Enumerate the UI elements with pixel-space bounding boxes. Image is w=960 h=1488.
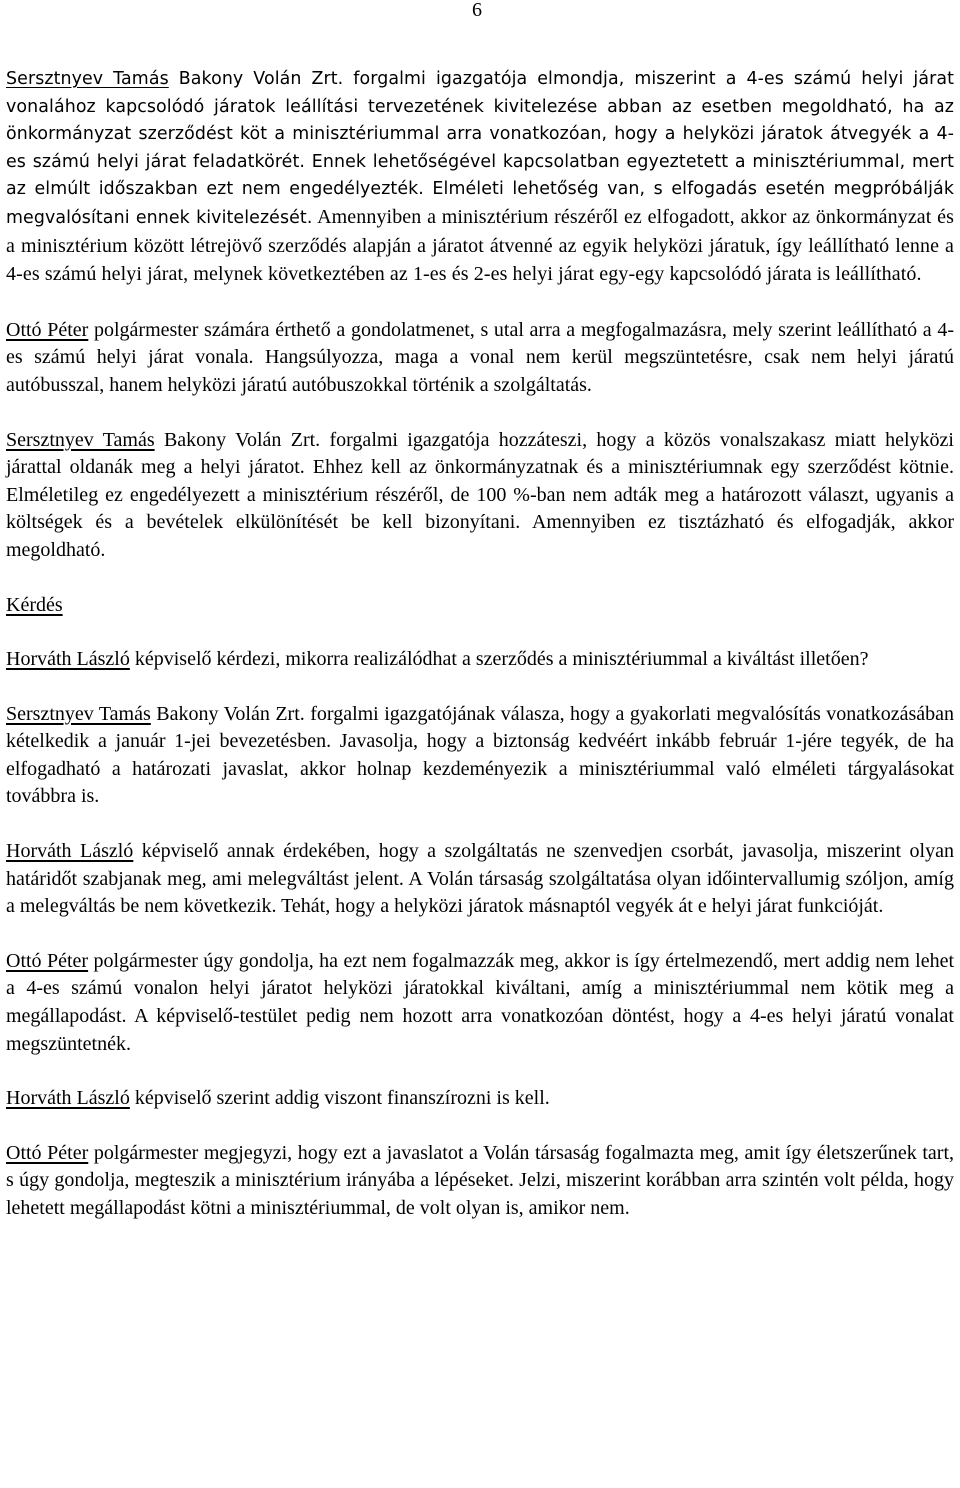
paragraph-6: [6, 838, 954, 921]
paragraph-4: [6, 646, 954, 674]
section-heading: [6, 592, 954, 620]
paragraph-text-continued: Amennyiben a minisztérium részéről ez elfogadott, akkor az önkormányzat és a minisztérium között létrejövő szerződés alapján a járatot átvenné az egyik helyközi járatuk, így leállítható lenne a 4-es számú helyi járat, melynek következtében az 1-es és 2-es helyi járat egy-egy kapcsolódó járata is leállítható.: [6, 205, 954, 286]
paragraph-text: polgármester úgy gondolja, ha ezt nem fogalmazzák meg, akkor is így értelmezendő, mert addig nem lehet a 4-es számú vonalon helyi járatot helyközi járatokkal kiváltani, amíg a minisztériummal nem kötik meg a megállapodást. A képviselő-testület pedig nem hozott arra vonatkozóan döntést, hogy a 4-es helyi járatú vonalat megszüntetnék.: [6, 949, 954, 1055]
speaker-name: Sersztnyev Tamás: [6, 428, 155, 451]
speaker-name: Ottó Péter: [6, 949, 89, 972]
speaker-name: Horváth László: [6, 648, 130, 671]
paragraph-text: képviselő kérdezi, mikorra realizálódhat a szerződés a minisztériummal a kiváltást illetően?: [129, 648, 869, 671]
paragraph-8: [6, 1085, 954, 1113]
speaker-name: Ottó Péter: [6, 1141, 89, 1164]
paragraph-9: [6, 1140, 954, 1223]
paragraph-7: [6, 948, 954, 1058]
paragraph-text: polgármester számára érthető a gondolatmenet, s utal arra a megfogalmazásra, mely szerint leállítható a 4-es számú helyi járat vonala. Hangsúlyozza, maga a vonal nem kerül megszüntetésre, csak nem helyi járatú autóbusszal, hanem helyközi járatú autóbuszokkal történik a szolgáltatás.: [6, 318, 954, 396]
paragraph-text: képviselő annak érdekében, hogy a szolgáltatás ne szenvedjen csorbát, javasolja, miszerint olyan határidőt szabjanak meg, ami melegváltást jelent. A Volán társaság szolgáltatása olyan időintervallumig szóljon, amíg a melegváltás be nem következik. Tehát, hogy a helyközi járatok másnaptól vegyék át e helyi járat funkcióját.: [6, 840, 954, 918]
paragraph-text: Bakony Volán Zrt. forgalmi igazgatója hozzáteszi, hogy a közös vonalszakasz miatt helyközi járattal oldanák meg a helyi járatot. Ehhez kell az önkormányzatnak és a minisztériumnak egy szerződést kötnie. Elméletileg ez engedélyezett a minisztérium részéről, de 100 %-ban nem adták meg a határozott választ, ugyanis a költségek és a bevételek elkülönítését be kell bizonyítani. Amennyiben ez tisztázható és elfogadják, akkor megoldható.: [6, 428, 954, 561]
speaker-name: Horváth László: [6, 1087, 130, 1110]
speaker-name: Horváth László: [6, 840, 134, 863]
speaker-name: Sersztnyev Tamás: [6, 702, 151, 725]
paragraph-2: [6, 317, 954, 400]
page-number: 6: [472, 0, 482, 21]
paragraph-text: képviselő szerint addig viszont finanszírozni is kell.: [129, 1087, 550, 1110]
speaker-name: Sersztnyev Tamás: [6, 69, 169, 89]
paragraph-text: polgármester megjegyzi, hogy ezt a javaslatot a Volán társaság fogalmazta meg, amit így életszerűnek tart, s úgy gondolja, megteszik a minisztérium irányába a lépéseket. Jelzi, miszerint korábban arra szintén volt példa, hogy lehetett megállapodást kötni a minisztériummal, de volt olyan is, amikor nem.: [6, 1141, 955, 1219]
paragraph-5: [6, 701, 954, 811]
speaker-name: Ottó Péter: [6, 318, 89, 341]
heading-kerdes: Kérdés: [6, 593, 63, 616]
paragraph-1: [6, 66, 954, 290]
paragraph-3: [6, 427, 954, 565]
document-body: [6, 66, 954, 1250]
paragraph-text: Bakony Volán Zrt. forgalmi igazgatójának válasza, hogy a gyakorlati megvalósítás vonatkozásában kételkedik a január 1-jei bevezetésben. Javasolja, hogy a biztonság kedvéért inkább február 1-jére tegyék, de ha elfogadható a határozati javaslat, akkor holnap kezdeményezik a minisztériummal való elméleti tárgyalásokat továbbra is.: [6, 702, 954, 808]
paragraph-text: Bakony Volán Zrt. forgalmi igazgatója elmondja, miszerint a 4-es számú helyi járat vonalához kapcsolódó járatok leállítási tervezetének kivitelezése abban az esetben megoldható, ha az önkormányzat szerződést köt a minisztériummal arra vonatkozóan, hogy a helyközi járatok átvegyék a 4-es számú helyi járat feladatkörét. Ennek lehetőségével kapcsolatban egyeztetett a minisztériummal, mert az elmúlt időszakban ezt nem engedélyezték. Elméleti lehetőség van, s elfogadás esetén megpróbálják megvalósítani ennek kivitelezését.: [6, 69, 954, 228]
